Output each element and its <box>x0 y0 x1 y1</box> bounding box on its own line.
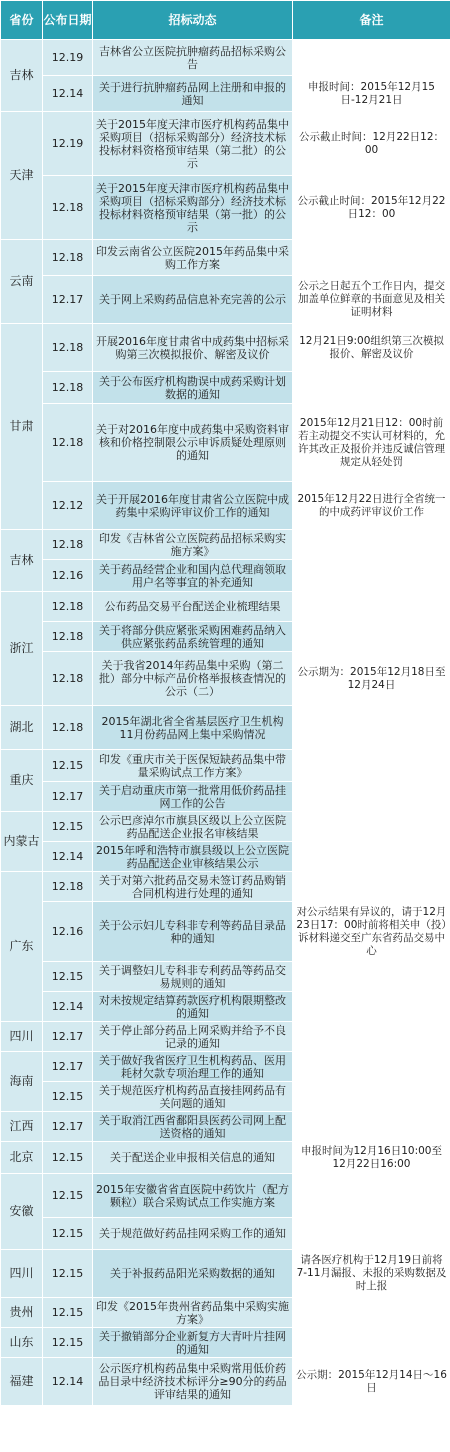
table-row <box>1 622 450 652</box>
announcement-link[interactable]: 关于启动重庆市第一批常用低价药品挂网工作的公告 <box>93 782 293 812</box>
date-cell: 12.15 <box>43 1174 93 1218</box>
province-cell: 甘肃 <box>1 324 43 530</box>
note-cell <box>293 782 450 812</box>
date-cell: 12.18 <box>43 530 93 560</box>
province-cell: 吉林 <box>1 40 43 112</box>
note-cell <box>293 1022 450 1052</box>
province-cell: 江西 <box>1 1112 43 1142</box>
province-cell: 广东 <box>1 872 43 1022</box>
note-cell <box>293 372 450 404</box>
announcement-link[interactable]: 关于将部分供应紧张采购困难药品纳入供应紧张药品系统管理的通知 <box>93 622 293 652</box>
date-cell: 12.15 <box>43 1142 93 1174</box>
province-cell: 吉林 <box>1 530 43 592</box>
province-cell: 云南 <box>1 240 43 324</box>
table-row <box>1 706 450 750</box>
date-cell: 12.17 <box>43 1022 93 1052</box>
table-row <box>1 176 450 240</box>
date-cell: 12.18 <box>43 240 93 276</box>
announcement-link[interactable]: 关于调整妇儿专科非专利药品等药品交易规则的通知 <box>93 962 293 992</box>
announcement-link[interactable]: 公示医疗机构药品集中采购常用低价药品目录中经济技术标评分≥90分的药品评审结果的通知 <box>93 1358 293 1406</box>
note-cell: 对公示结果有异议的，请于12月23日17：00时前将相关申（投）诉材料递交至广东省药品交易中心 <box>293 902 450 962</box>
date-cell: 12.14 <box>43 76 93 112</box>
date-cell: 12.15 <box>43 1328 93 1358</box>
announcement-link[interactable]: 2015年呼和浩特市旗县级以上公立医院药品配送企业审核结果公示 <box>93 842 293 872</box>
table-row <box>1 324 450 372</box>
table-row <box>1 1174 450 1218</box>
note-cell: 申报时间为12月16日10:00至12月22日16:00 <box>293 1142 450 1174</box>
table-row <box>1 1218 450 1250</box>
announcement-link[interactable]: 关于对第六批药品交易未签订药品购销合同机构进行处理的通知 <box>93 872 293 902</box>
announcement-link[interactable]: 关于我省2014年药品集中采购（第二批）部分中标产品价格举报核查情况的公示（二） <box>93 652 293 706</box>
note-cell: 公示截止时间：2015年12月22日12：00 <box>293 176 450 240</box>
announcement-link[interactable]: 印发《吉林省公立医院药品招标采购实施方案》 <box>93 530 293 560</box>
date-cell: 12.17 <box>43 1052 93 1082</box>
announcement-link[interactable]: 关于药品经营企业和国内总代理商领取用户名等事宜的补充通知 <box>93 560 293 592</box>
table-row <box>1 372 450 404</box>
note-cell <box>293 1174 450 1218</box>
note-cell <box>293 1298 450 1328</box>
announcement-link[interactable]: 关于配送企业申报相关信息的通知 <box>93 1142 293 1174</box>
note-cell: 12月21日9:00组织第三次模拟报价、解密及议价 <box>293 324 450 372</box>
date-cell: 12.17 <box>43 276 93 324</box>
table-row <box>1 1112 450 1142</box>
date-cell: 12.12 <box>43 482 93 530</box>
note-cell: 请各医疗机构于12月19日前将7-11月漏报、未报的采购数据及时上报 <box>293 1250 450 1298</box>
province-cell: 天津 <box>1 112 43 240</box>
announcement-link[interactable]: 印发《重庆市关于医保短缺药品集中带量采购试点工作方案》 <box>93 750 293 782</box>
note-cell <box>293 530 450 560</box>
date-cell: 12.16 <box>43 560 93 592</box>
table-row <box>1 1298 450 1328</box>
announcement-link[interactable]: 印发《2015年贵州省药品集中采购实施方案》 <box>93 1298 293 1328</box>
province-cell: 四川 <box>1 1250 43 1298</box>
announcement-link[interactable]: 公布药品交易平台配送企业梳理结果 <box>93 592 293 622</box>
date-cell: 12.19 <box>43 112 93 176</box>
table-row <box>1 40 450 76</box>
note-cell <box>293 812 450 842</box>
table-row <box>1 842 450 872</box>
table-row <box>1 1358 450 1406</box>
announcement-link[interactable]: 关于公示妇儿专科非专利等药品目录品种的通知 <box>93 902 293 962</box>
note-cell <box>293 1218 450 1250</box>
note-cell <box>293 1328 450 1358</box>
table-row <box>1 750 450 782</box>
header-province: 省份 <box>1 1 43 40</box>
date-cell: 12.17 <box>43 782 93 812</box>
note-cell <box>293 842 450 872</box>
announcement-link[interactable]: 2015年安徽省省直医院中药饮片（配方颗粒）联合采购试点工作实施方案 <box>93 1174 293 1218</box>
table-row <box>1 560 450 592</box>
date-cell: 12.18 <box>43 176 93 240</box>
date-cell: 12.15 <box>43 1218 93 1250</box>
header-note: 备注 <box>293 1 450 40</box>
table-row <box>1 404 450 482</box>
note-cell <box>293 1082 450 1112</box>
province-cell: 四川 <box>1 1022 43 1052</box>
table-row <box>1 482 450 530</box>
note-cell <box>293 1052 450 1082</box>
table-row <box>1 1328 450 1358</box>
note-cell: 公示之日起五个工作日内，提交加盖单位鲜章的书面意见及相关证明材料 <box>293 276 450 324</box>
date-cell: 12.19 <box>43 40 93 76</box>
announcement-link[interactable]: 关于公布医疗机构勘误中成药采购计划数据的通知 <box>93 372 293 404</box>
province-cell: 安徽 <box>1 1174 43 1250</box>
date-cell: 12.15 <box>43 1082 93 1112</box>
table-row <box>1 530 450 560</box>
date-cell: 12.15 <box>43 812 93 842</box>
announcement-link[interactable]: 关于撤销部分企业新复方大青叶片挂网的通知 <box>93 1328 293 1358</box>
table-row <box>1 1052 450 1082</box>
province-cell: 贵州 <box>1 1298 43 1328</box>
announcement-link[interactable]: 对未按规定结算药款医疗机构限期整改的通知 <box>93 992 293 1022</box>
date-cell: 12.18 <box>43 404 93 482</box>
note-cell <box>293 992 450 1022</box>
note-cell <box>293 1112 450 1142</box>
table-row <box>1 782 450 812</box>
date-cell: 12.18 <box>43 872 93 902</box>
table-row <box>1 812 450 842</box>
province-cell: 福建 <box>1 1358 43 1406</box>
note-cell: 公示期：2015年12月14日～16日 <box>293 1358 450 1406</box>
table-row <box>1 902 450 962</box>
table-row <box>1 592 450 622</box>
province-cell: 浙江 <box>1 592 43 706</box>
announcement-link[interactable]: 印发云南省公立医院2015年药品集中采购工作方案 <box>93 240 293 276</box>
note-cell: 申报时间：2015年12月15日-12月21日 <box>293 76 450 112</box>
table-row <box>1 652 450 706</box>
date-cell: 12.18 <box>43 652 93 706</box>
note-cell <box>293 592 450 622</box>
province-cell: 湖北 <box>1 706 43 750</box>
header-announcement: 招标动态 <box>93 1 293 40</box>
date-cell: 12.14 <box>43 1358 93 1406</box>
header-row <box>1 1 450 40</box>
announcement-link[interactable]: 关于做好我省医疗卫生机构药品、医用耗材欠款专项治理工作的通知 <box>93 1052 293 1082</box>
note-cell: 公示期为：2015年12月18日至12月24日 <box>293 652 450 706</box>
province-cell: 海南 <box>1 1052 43 1112</box>
date-cell: 12.18 <box>43 622 93 652</box>
date-cell: 12.14 <box>43 842 93 872</box>
announcement-link[interactable]: 关于2015年度天津市医疗机构药品集中采购项目（招标采购部分）经济技术标投标材料资格预审结果（第二批）的公示 <box>93 112 293 176</box>
note-cell <box>293 560 450 592</box>
date-cell: 12.17 <box>43 1112 93 1142</box>
announcement-link[interactable]: 关于对2016年度中成药集中采购资料审核和价格控制限公示申诉质疑处理原则的通知 <box>93 404 293 482</box>
province-cell: 山东 <box>1 1328 43 1358</box>
note-cell: 公示截止时间：12月22日12：00 <box>293 112 450 176</box>
table-row <box>1 872 450 902</box>
announcement-link[interactable]: 吉林省公立医院抗肿瘤药品招标采购公告 <box>93 40 293 76</box>
announcement-link[interactable]: 关于2015年度天津市医疗机构药品集中采购项目（招标采购部分）经济技术标投标材料资格预审结果（第一批）的公示 <box>93 176 293 240</box>
note-cell <box>293 40 450 76</box>
table-row <box>1 962 450 992</box>
note-cell <box>293 872 450 902</box>
table-row <box>1 1250 450 1298</box>
note-cell <box>293 240 450 276</box>
table-row <box>1 276 450 324</box>
announcement-link[interactable]: 关于进行抗肿瘤药品网上注册和申报的通知 <box>93 76 293 112</box>
table-row <box>1 240 450 276</box>
date-cell: 12.14 <box>43 992 93 1022</box>
announcement-link[interactable]: 关于规范医疗机构药品直接挂网药品有关问题的通知 <box>93 1082 293 1112</box>
announcement-link[interactable]: 关于网上采购药品信息补充完善的公示 <box>93 276 293 324</box>
announcement-link[interactable]: 关于停止部分药品上网采购并给予不良记录的通知 <box>93 1022 293 1052</box>
note-cell: 2015年12月21日12：00时前若主动提交不实认可材料的，允许其改正及报价并违反诚信管理规定从轻处罚 <box>293 404 450 482</box>
date-cell: 12.15 <box>43 750 93 782</box>
announcement-link[interactable]: 关于补报药品阳光采购数据的通知 <box>93 1250 293 1298</box>
province-cell: 重庆 <box>1 750 43 812</box>
table-row <box>1 76 450 112</box>
note-cell <box>293 622 450 652</box>
header-date: 公布日期 <box>43 1 93 40</box>
announcement-link[interactable]: 关于开展2016年度甘肃省公立医院中成药集中采购评审议价工作的通知 <box>93 482 293 530</box>
note-cell: 2015年12月22日进行全省统一的中成药评审议价工作 <box>293 482 450 530</box>
date-cell: 12.15 <box>43 962 93 992</box>
announcement-link[interactable]: 关于规范做好药品挂网采购工作的通知 <box>93 1218 293 1250</box>
province-cell: 内蒙古 <box>1 812 43 872</box>
announcement-link[interactable]: 关于取消江西省鄱阳县医药公司网上配送资格的通知 <box>93 1112 293 1142</box>
date-cell: 12.15 <box>43 1298 93 1328</box>
date-cell: 12.18 <box>43 706 93 750</box>
table-row <box>1 992 450 1022</box>
note-cell <box>293 962 450 992</box>
date-cell: 12.18 <box>43 372 93 404</box>
table-row <box>1 1082 450 1112</box>
table-row <box>1 112 450 176</box>
date-cell: 12.15 <box>43 1250 93 1298</box>
announcement-link[interactable]: 开展2016年度甘肃省中成药集中招标采购第三次模拟报价、解密及议价 <box>93 324 293 372</box>
province-cell: 北京 <box>1 1142 43 1174</box>
table-row <box>1 1142 450 1174</box>
date-cell: 12.18 <box>43 592 93 622</box>
date-cell: 12.16 <box>43 902 93 962</box>
table-row <box>1 1022 450 1052</box>
date-cell: 12.18 <box>43 324 93 372</box>
announcement-link[interactable]: 2015年湖北省全省基层医疗卫生机构11月份药品网上集中采购情况 <box>93 706 293 750</box>
announcement-link[interactable]: 公示巴彦淖尔市旗县区级以上公立医院药品配送企业报名审核结果 <box>93 812 293 842</box>
note-cell <box>293 706 450 750</box>
note-cell <box>293 750 450 782</box>
